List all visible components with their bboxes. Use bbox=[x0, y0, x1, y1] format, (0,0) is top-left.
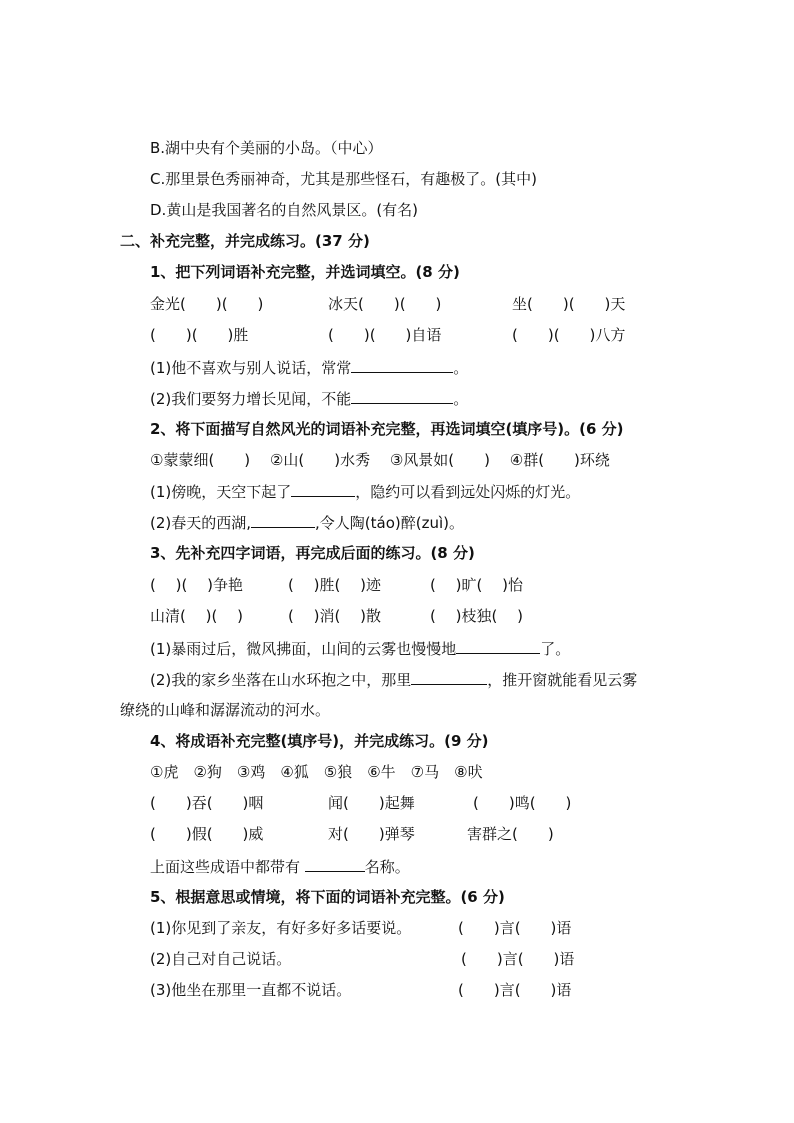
answer-blank[interactable] bbox=[251, 512, 315, 528]
q4-idiom-3: ( )鸣( ) bbox=[473, 794, 572, 812]
q5-prompt-3: (3)他坐在那里一直都不说话。 bbox=[150, 981, 352, 999]
question-2-title: 2、将下面描写自然风光的词语补充完整，再选词填空(填序号)。(6 分) bbox=[150, 420, 624, 438]
q5-blank-1: ( )言( )语 bbox=[458, 919, 572, 937]
q3-sentence-2-continued: 缭绕的山峰和潺潺流动的河水。 bbox=[120, 701, 331, 719]
q5-blank-2: ( )言( )语 bbox=[461, 950, 575, 968]
option-b: B.湖中央有个美丽的小岛。（中心） bbox=[150, 139, 383, 157]
q4-idiom-4: ( )假( )威 bbox=[150, 825, 264, 843]
q4-options: ①虎 ②狗 ③鸡 ④狐 ⑤狼 ⑥牛 ⑦马 ⑧吠 bbox=[150, 763, 483, 781]
q3-word-3: ( )旷( )怡 bbox=[430, 576, 523, 594]
question-3-title: 3、先补充四字词语，再完成后面的练习。(8 分) bbox=[150, 544, 475, 562]
q1-word-1: 金光( )( ) bbox=[150, 295, 264, 313]
q1-sentence-1: (1)他不喜欢与别人说话，常常 。 bbox=[150, 359, 469, 377]
q4-idiom-2: 闻( )起舞 bbox=[328, 794, 415, 812]
q4-idiom-6: 害群之( ) bbox=[467, 825, 554, 843]
q2-words: ①蒙蒙细( ) ②山( )水秀 ③风景如( ) ④群( )环绕 bbox=[150, 451, 610, 469]
q1-word-4: ( )( )胜 bbox=[150, 326, 249, 344]
q3-sentence-1: (1)暴雨过后，微风拂面，山间的云雾也慢慢地 了。 bbox=[150, 640, 571, 658]
option-d: D.黄山是我国著名的自然风景区。(有名) bbox=[150, 201, 419, 219]
q3-word-6: ( )枝独( ) bbox=[430, 607, 523, 625]
answer-blank[interactable] bbox=[456, 638, 540, 654]
q2-sentence-2: (2)春天的西湖, ,令人陶(táo)醉(zuì)。 bbox=[150, 514, 465, 532]
q1-word-2: 冰天( )( ) bbox=[328, 295, 442, 313]
q2-sentence-1: (1)傍晚，天空下起了 ，隐约可以看到远处闪烁的灯光。 bbox=[150, 483, 581, 501]
q4-idiom-1: ( )吞( )咽 bbox=[150, 794, 264, 812]
answer-blank[interactable] bbox=[411, 669, 487, 685]
q1-word-6: ( )( )八方 bbox=[512, 326, 626, 344]
answer-blank[interactable] bbox=[291, 481, 355, 497]
q3-word-1: ( )( )争艳 bbox=[150, 576, 243, 594]
q1-word-3: 坐( )( )天 bbox=[512, 295, 626, 313]
q5-prompt-1: (1)你见到了亲友，有好多好多话要说。 bbox=[150, 919, 412, 937]
question-1-title: 1、把下列词语补充完整，并选词填空。(8 分) bbox=[150, 263, 460, 281]
q4-sentence: 上面这些成语中都带有 名称。 bbox=[150, 858, 410, 876]
section-2-title: 二、补充完整，并完成练习。(37 分) bbox=[120, 232, 370, 250]
q1-sentence-2: (2)我们要努力增长见闻，不能 。 bbox=[150, 390, 469, 408]
q3-sentence-2: (2)我的家乡坐落在山水环抱之中，那里 ，推开窗就能看见云雾 bbox=[150, 671, 638, 689]
q5-prompt-2: (2)自己对自己说话。 bbox=[150, 950, 292, 968]
answer-blank[interactable] bbox=[351, 388, 453, 404]
answer-blank[interactable] bbox=[351, 357, 453, 373]
q4-idiom-5: 对( )弹琴 bbox=[328, 825, 415, 843]
question-4-title: 4、将成语补充完整(填序号)，并完成练习。(9 分) bbox=[150, 732, 489, 750]
question-5-title: 5、根据意思或情境，将下面的词语补充完整。(6 分) bbox=[150, 888, 505, 906]
q3-word-2: ( )胜( )迹 bbox=[288, 576, 381, 594]
q1-word-5: ( )( )自语 bbox=[328, 326, 442, 344]
option-c: C.那里景色秀丽神奇，尤其是那些怪石，有趣极了。(其中) bbox=[150, 170, 537, 188]
q3-word-5: ( )消( )散 bbox=[288, 607, 381, 625]
q5-blank-3: ( )言( )语 bbox=[458, 981, 572, 999]
q3-word-4: 山清( )( ) bbox=[150, 607, 243, 625]
answer-blank[interactable] bbox=[305, 856, 365, 872]
